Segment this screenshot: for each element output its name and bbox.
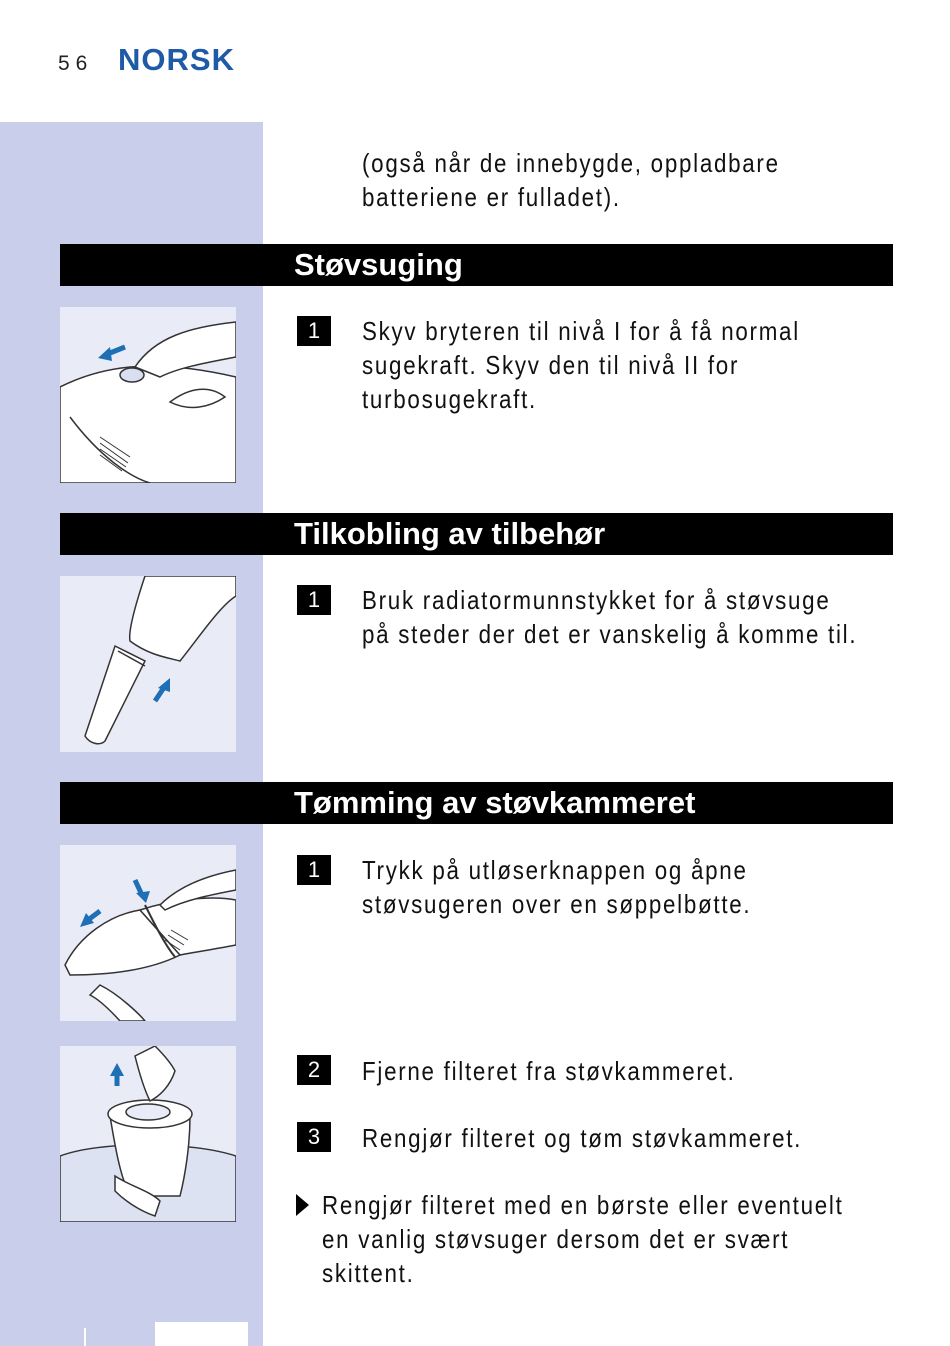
- step-line: Skyv bryteren til nivå I for å få normal: [362, 316, 800, 346]
- illustration-nozzle: [60, 576, 236, 752]
- section-title: Tilkobling av tilbehør: [294, 516, 606, 551]
- step-number: 1: [297, 855, 331, 885]
- intro-text: [362, 146, 780, 214]
- step-line: Bruk radiatormunnstykket for å støvsuge: [362, 585, 831, 615]
- step-line: Fjerne filteret fra støvkammeret.: [362, 1056, 736, 1086]
- step-text: [362, 853, 751, 921]
- step-line: Trykk på utløserknappen og åpne: [362, 855, 748, 885]
- section-title: Tømming av støvkammeret: [294, 785, 696, 820]
- crevice-nozzle-icon: [60, 576, 236, 752]
- language-heading: NORSK: [118, 42, 235, 77]
- hand-switch-icon: [60, 307, 236, 483]
- step-number: 1: [297, 585, 331, 615]
- section-header-tilkobling: [60, 513, 893, 555]
- step-text: [362, 1121, 802, 1155]
- intro-line: batteriene er fulladet).: [362, 182, 621, 212]
- illustration-open-chamber: [60, 845, 236, 1021]
- step-line: sugekraft. Skyv den til nivå II for: [362, 350, 740, 380]
- illustration-switch: [60, 307, 236, 483]
- bullet-line: Rengjør filteret med en børste eller eventuelt: [322, 1190, 844, 1220]
- step-text: [362, 1054, 736, 1088]
- page-number: 56: [58, 52, 94, 75]
- step-number: 3: [297, 1122, 331, 1152]
- bullet-line: en vanlig støvsuger dersom det er svært: [322, 1224, 790, 1254]
- open-dust-chamber-icon: [60, 845, 236, 1021]
- section-header-stovsuging: [60, 244, 893, 286]
- bullet-text: [322, 1188, 844, 1290]
- step-text: [362, 314, 800, 416]
- bullet-marker: [296, 1194, 309, 1216]
- step-number: 2: [297, 1055, 331, 1085]
- intro-line: (også når de innebygde, oppladbare: [362, 148, 780, 178]
- illustration-remove-filter: [60, 1046, 236, 1222]
- remove-filter-icon: [60, 1046, 236, 1222]
- step-line: støvsugeren over en søppelbøtte.: [362, 889, 752, 919]
- step-text: [362, 583, 857, 651]
- footer-mark: [84, 1328, 86, 1346]
- bullet-line: skittent.: [322, 1258, 415, 1288]
- step-line: på steder der det er vanskelig å komme til.: [362, 619, 858, 649]
- section-header-tomming: [60, 782, 893, 824]
- footer-box: [155, 1322, 248, 1346]
- step-number: 1: [297, 316, 331, 346]
- step-line: turbosugekraft.: [362, 384, 537, 414]
- section-title: Støvsuging: [294, 247, 463, 282]
- step-line: Rengjør filteret og tøm støvkammeret.: [362, 1123, 803, 1153]
